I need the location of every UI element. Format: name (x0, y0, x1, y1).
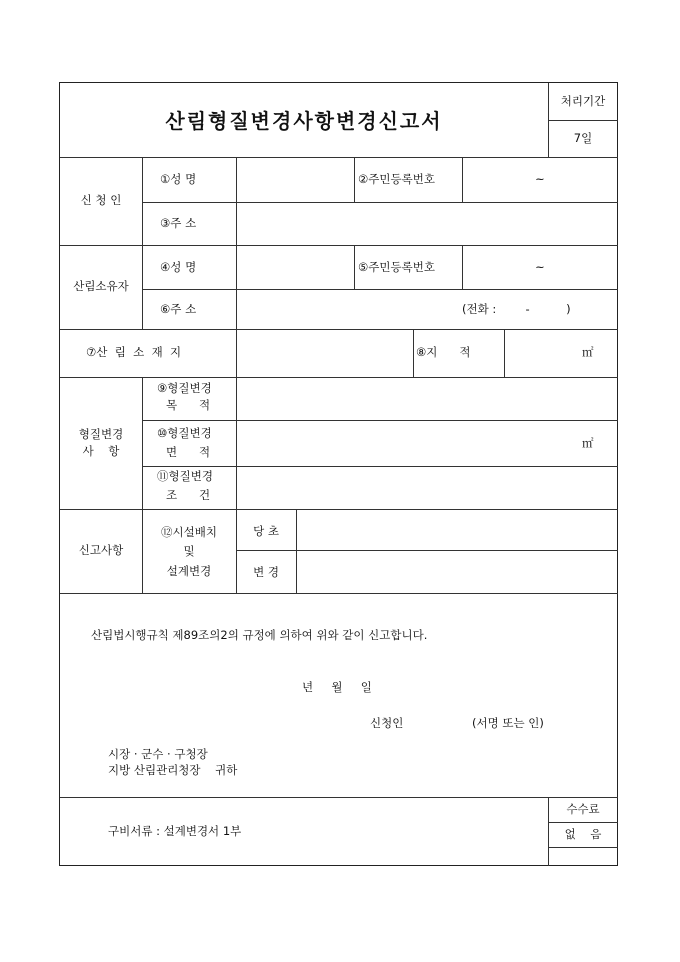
report-section-label: 신고사항 (78, 543, 124, 557)
report-form (59, 82, 618, 866)
owner-id-label: ⑤주민등록번호 (358, 260, 435, 274)
divider (142, 420, 618, 421)
addressee-line-1: 시장 · 군수 · 구청장 (108, 747, 208, 761)
report-changed-label: 변 경 (253, 565, 279, 579)
applicant-section-label: 신 청 인 (80, 193, 122, 207)
forest-location-label: ⑦산 림 소 재 지 (86, 345, 182, 359)
divider (548, 822, 618, 823)
report-item-label-2: 및 (183, 544, 195, 558)
lot-area-label: ⑧지 적 (416, 345, 471, 359)
divider (236, 157, 237, 329)
divider (548, 847, 618, 848)
divider (60, 509, 618, 510)
change-section-label-2: 사 항 (82, 444, 120, 458)
signer-label: 신청인 (370, 716, 404, 730)
owner-section-label: 산림소유자 (73, 279, 129, 293)
change-purpose-label-1: ⑨형질변경 (157, 381, 212, 395)
addressee-line-2: 지방 산림관리청장 귀하 (108, 763, 238, 777)
owner-phone: (전화 : - ) (462, 302, 571, 316)
divider (296, 509, 297, 593)
report-item-label-1: ⑫시설배치 (161, 525, 217, 539)
signature-note: (서명 또는 인) (472, 716, 544, 730)
divider (142, 289, 618, 290)
divider (142, 466, 618, 467)
report-item-label-3: 설계변경 (166, 564, 212, 578)
divider (60, 329, 618, 330)
fee-value: 없 음 (564, 827, 602, 841)
divider (142, 157, 143, 329)
change-purpose-label-2: 목 적 (166, 398, 211, 412)
divider (236, 550, 618, 551)
divider (354, 245, 355, 289)
owner-id-separator: ~ (535, 260, 545, 274)
applicant-name-label: ①성 명 (160, 172, 197, 186)
form-title: 산림형질변경사항변경신고서 (165, 109, 443, 133)
declaration-text: 산림법시행규칙 제89조의2의 규정에 의하여 위와 같이 신고합니다. (91, 628, 428, 642)
applicant-id-separator: ~ (535, 172, 545, 186)
divider (60, 157, 618, 158)
processing-period-label: 처리기간 (560, 94, 606, 108)
change-area-unit: ㎡ (582, 436, 594, 450)
applicant-id-label: ②주민등록번호 (358, 172, 435, 186)
change-area-label-1: ⑩형질변경 (157, 426, 212, 440)
change-area-label-2: 면 적 (166, 445, 211, 459)
divider (142, 202, 618, 203)
divider (548, 120, 618, 121)
required-documents: 구비서류 : 설계변경서 1부 (108, 824, 242, 838)
processing-period-value: 7일 (573, 131, 593, 145)
change-section-label-1: 형질변경 (78, 427, 124, 441)
divider (236, 329, 237, 377)
report-original-label: 당 초 (253, 524, 279, 538)
divider (60, 377, 618, 378)
divider (142, 377, 143, 593)
fee-label: 수수료 (566, 802, 600, 816)
change-condition-label-1: ⑪형질변경 (157, 469, 213, 483)
divider (354, 157, 355, 202)
divider (60, 245, 618, 246)
owner-name-label: ④성 명 (160, 260, 197, 274)
divider (413, 329, 414, 377)
lot-area-unit: ㎡ (582, 345, 594, 359)
owner-address-label: ⑥주 소 (160, 302, 197, 316)
divider (60, 593, 618, 594)
divider (504, 329, 505, 377)
divider (60, 797, 618, 798)
divider (236, 377, 237, 593)
change-condition-label-2: 조 건 (166, 488, 211, 502)
declaration-date: 년 월 일 (302, 680, 372, 694)
applicant-address-label: ③주 소 (160, 216, 197, 230)
